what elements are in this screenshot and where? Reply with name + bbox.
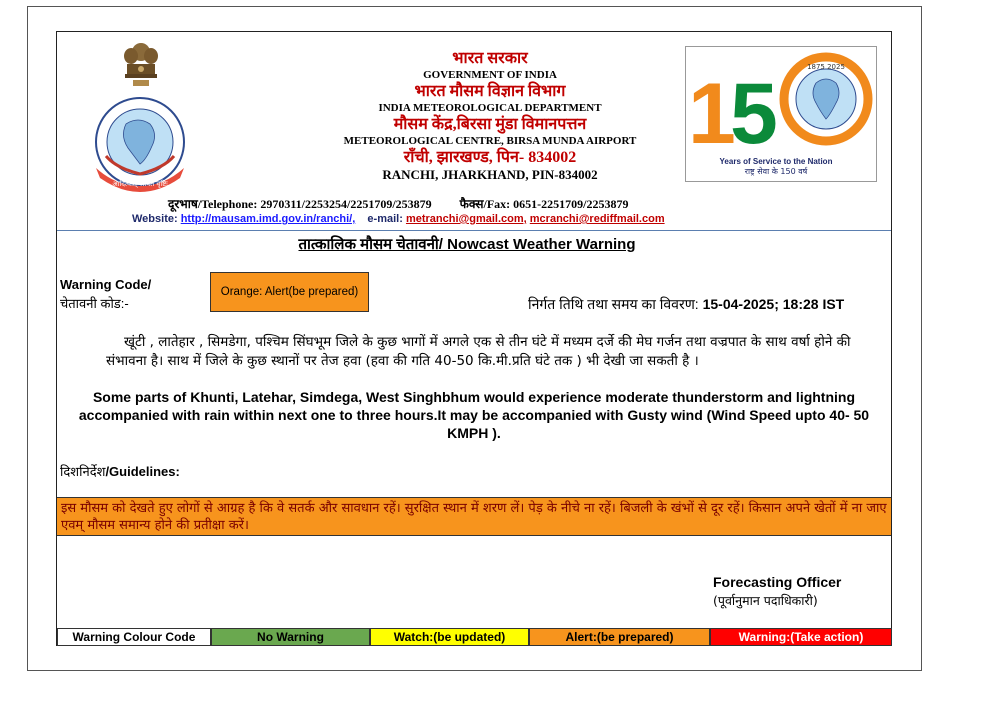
dept-hindi: भारत मौसम विज्ञान विभाग [414, 83, 566, 100]
telephone: दूरभाष/Telephone: 2970311/2253254/2251709/253879 [168, 197, 432, 211]
website-label: Website: [132, 213, 178, 225]
page-title: तात्कालिक मौसम चेतावनी/ Nowcast Weather Warning [298, 236, 636, 253]
header-divider [57, 230, 891, 231]
guidelines-label: /Guidelines: [105, 464, 180, 479]
legend-label: Warning Colour Code [57, 628, 211, 646]
150-caption-hindi: राष्ट्र सेवा के 150 वर्ष [744, 167, 808, 176]
forecasting-officer-hindi: (पूर्वानुमान पदाधिकारी) [713, 593, 818, 608]
imd-logo-icon [86, 94, 194, 194]
email-link-1[interactable]: metranchi@gmail.com, [405, 213, 527, 225]
issued-label: निर्गत तिथि तथा समय का विवरण: [528, 296, 699, 312]
svg-text:1: 1 [688, 66, 736, 162]
govt-hindi: भारत सरकार [452, 50, 528, 67]
website-link[interactable]: http://mausam.imd.gov.in/ranchi/, [180, 213, 356, 225]
legend-watch: Watch:(be updated) [370, 628, 529, 646]
legend-alert: Alert:(be prepared) [529, 628, 710, 646]
warning-code-label-hindi: चेतावनी कोड:- [60, 296, 129, 311]
legend-warning: Warning:(Take action) [710, 628, 892, 646]
warning-colour-legend [57, 628, 892, 646]
warning-code-label: Warning Code/ [60, 277, 152, 292]
svg-text:5: 5 [730, 66, 778, 162]
guidelines-label-hindi: दिशनिर्देश [60, 464, 106, 479]
150-caption: Years of Service to the Nation [719, 157, 833, 166]
svg-text:आदित्यात् जायते वृष्टिः: आदित्यात् जायते वृष्टिः [112, 180, 168, 188]
forecasting-officer: Forecasting Officer [713, 574, 842, 590]
dept-english: INDIA METEOROLOGICAL DEPARTMENT [378, 102, 602, 114]
issued-value: 15-04-2025; 18:28 IST [702, 296, 845, 312]
city-hindi: राँची, झारखण्ड, पिन- 834002 [403, 149, 577, 166]
fax: फैक्स/Fax: 0651-2251709/2253879 [459, 197, 629, 211]
warning-message-english: Some parts of Khunti, Latehar, Simdega, West Singhbhum would experience moderate thunderstorm and lightning accompanied with rain within next one to three hours.It may be accompanied with Gusty wind (Wind Speed upto 40- 50 KMPH ). [78, 389, 870, 441]
centre-hindi: मौसम केंद्र,बिरसा मुंडा विमानपत्तन [393, 116, 587, 133]
govt-english: GOVERNMENT OF INDIA [423, 69, 557, 81]
ashoka-emblem-icon [118, 40, 164, 92]
email-link-2[interactable]: mcranchi@rediffmail.com [529, 213, 665, 225]
svg-text:1875 2025: 1875 2025 [807, 63, 845, 71]
centre-english: METEOROLOGICAL CENTRE, BIRSA MUNDA AIRPORT [343, 135, 637, 147]
legend-no-warning: No Warning [211, 628, 370, 646]
city-english: RANCHI, JHARKHAND, PIN-834002 [382, 167, 598, 182]
guidelines-text: इस मौसम को देखते हुए लोगों से आग्रह है कि वे सतर्क और सावधान रहें। सुरक्षित स्थान में शरण लें। पेड़ के नीचे ना रहें। बिजली के खंभों से दूर रहें। किसान अपने खेतों में ना जाए एवम् मौसम समान्य होने की प्रतीक्षा करें। [57, 497, 891, 536]
warning-code-value: Orange: Alert(be prepared) [210, 272, 369, 312]
email-label: e-mail: [367, 213, 403, 225]
warning-message-hindi: खूंटी , लातेहार , सिमडेगा, पश्चिम सिंघभूम जिले के कुछ भागों में अगले एक से तीन घंटे में मध्यम दर्जे की मेघ गर्जन तथा वज्रपात के साथ वर्षा होने की संभावना है। साथ में जिले के कुछ स्थानों पर तेज हवा (हवा की गति 40-50 कि.मी.प्रति घंटे तक ) भी देखी जा सकती है । [106, 334, 851, 369]
